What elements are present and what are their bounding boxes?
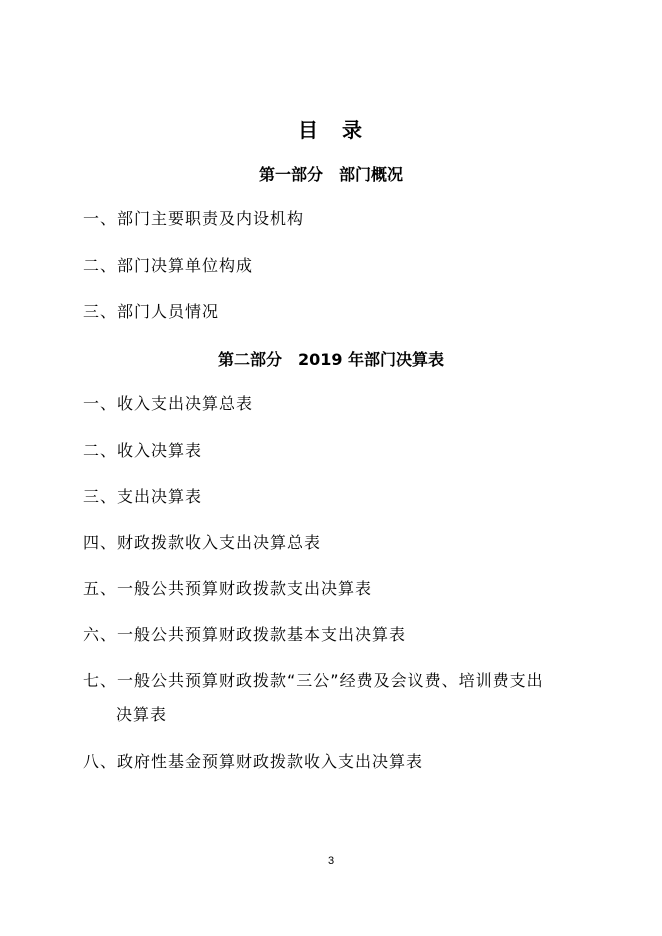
page-number: 3 [327,855,335,867]
toc-item: 三、部门人员情况 [83,302,220,321]
toc-item: 六、一般公共预算财政拨款基本支出决算表 [83,625,407,644]
toc-item: 五、一般公共预算财政拨款支出决算表 [83,579,373,598]
part-one-heading: 第一部分 部门概况 [258,165,403,184]
toc-item: 二、部门决算单位构成 [83,256,254,275]
toc-item: 八、政府性基金预算财政拨款收入支出决算表 [83,752,424,771]
toc-item: 二、收入决算表 [83,441,203,460]
toc-item-line2: 决算表 [116,705,168,724]
toc-item: 一、部门主要职责及内设机构 [83,209,305,228]
part-two-heading: 第二部分 2019 年部门决算表 [217,350,445,369]
toc-item: 三、支出决算表 [83,487,203,506]
toc-item: 一、收入支出决算总表 [83,394,254,413]
page-title: 目 录 [298,118,364,142]
toc-item: 四、财政拨款收入支出决算总表 [83,533,322,552]
toc-item-line1: 七、一般公共预算财政拨款“三公”经费及会议费、培训费支出 [83,671,544,690]
toc-item-multiline [83,664,583,732]
